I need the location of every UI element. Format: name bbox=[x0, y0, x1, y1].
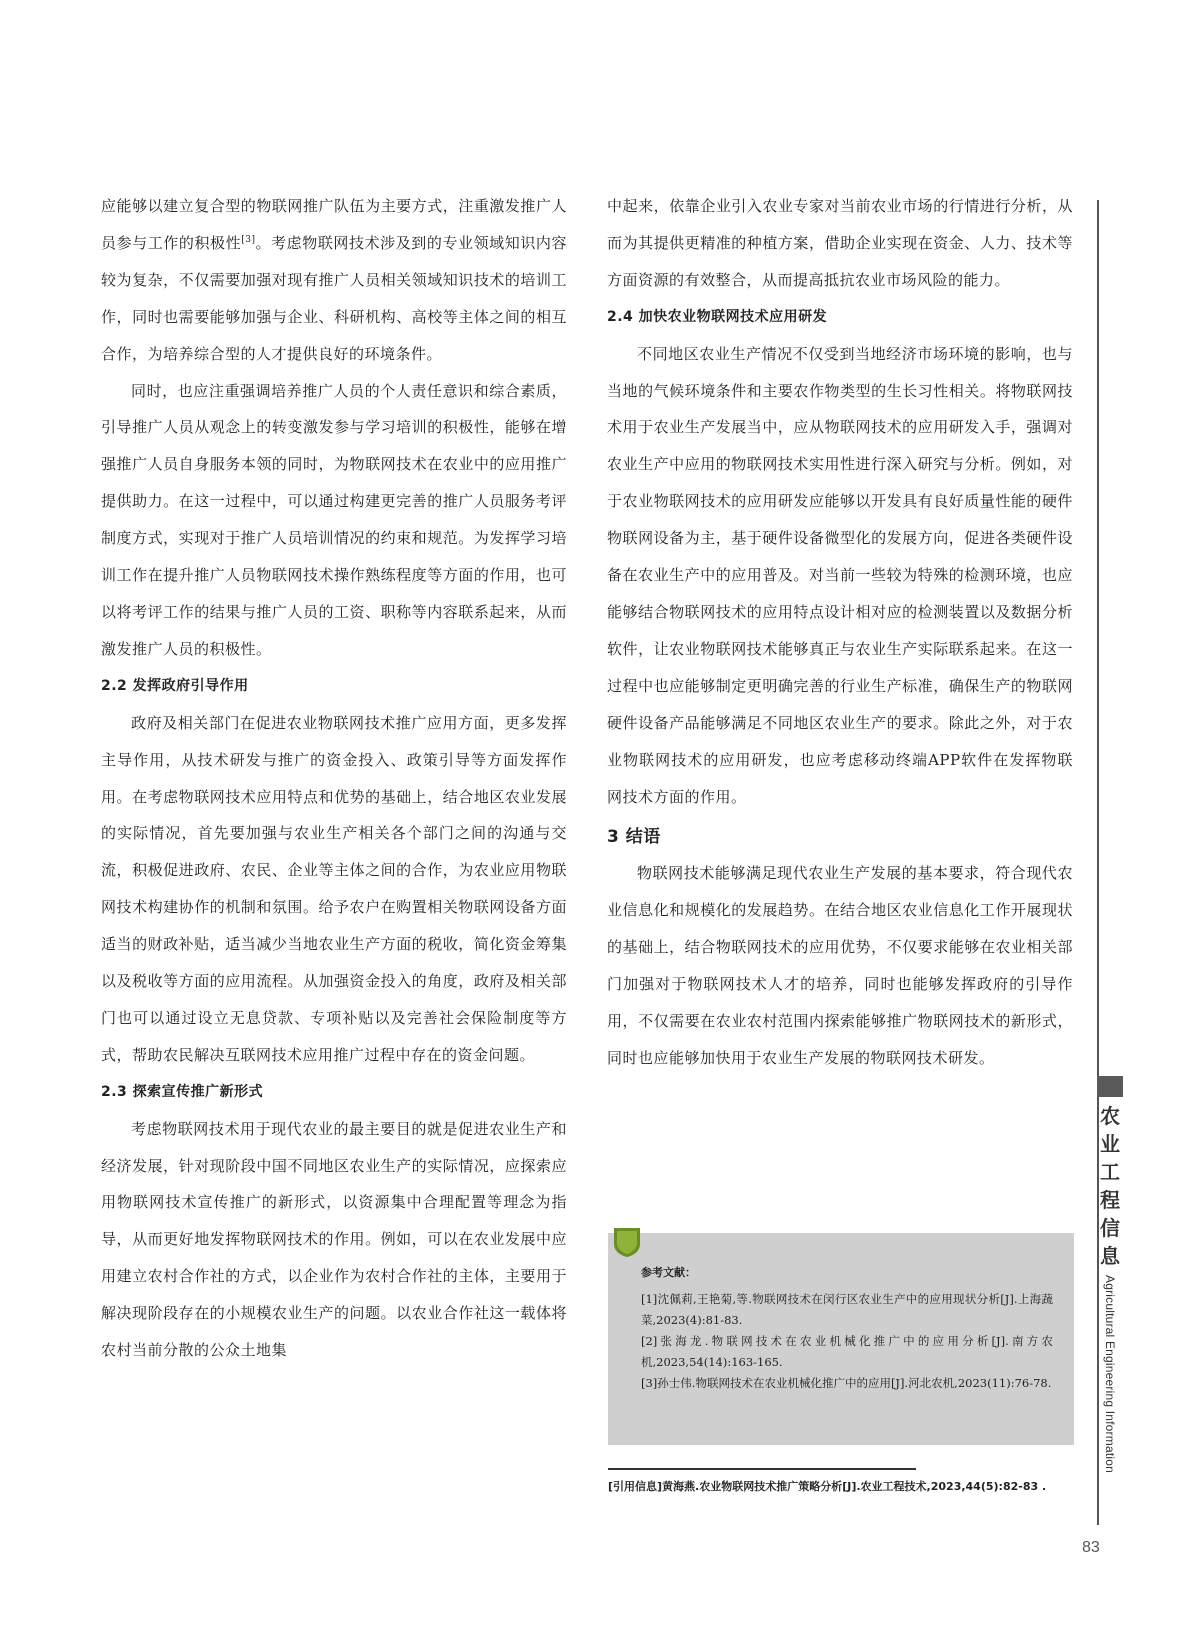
page-number: 83 bbox=[1082, 1539, 1100, 1556]
section-heading-2-3: 2.3 探索宣传推广新形式 bbox=[101, 1083, 264, 1100]
right-para-1: 中起来，依靠企业引入农业专家对当前农业市场的行情进行分析，从而为其提供更精准的种植方案，借助企业实现在资金、人力、技术等方面资源的有效整合，从而提高抵抗农业市场风险的能力。 bbox=[607, 197, 1073, 289]
citation-divider bbox=[608, 1468, 916, 1470]
right-para-3: 物联网技术能够满足现代农业生产发展的基本要求，符合现代农业信息化和规模化的发展趋势。在结合地区农业信息化工作开展现状的基础上，结合物联网技术的应用优势，不仅要求能够在农业相关部门加强对于物联网技术人才的培养，同时也能够发挥政府的引导作用，不仅需要在农业农村范围内探索能够推广物联网技术的新形式，同时也应能够加快用于农业生产发展的物联网技术研发。 bbox=[607, 864, 1073, 1067]
citation-superscript: [3] bbox=[241, 234, 256, 245]
left-para-1: 应能够以建立复合型的物联网推广队伍为主要方式，注重激发推广人员参与工作的积极性[3]。考虑物联网技术涉及到的专业领域知识内容较为复杂，不仅需要加强对现有推广人员相关领域知识技术的培训工作，同时也需要能够加强与企业、科研机构、高校等主体之间的相互合作，为培养综合型的人才提供良好的环境条件。 bbox=[101, 197, 567, 363]
citation-info: [引用信息]黄海燕.农业物联网技术推广策略分析[J].农业工程技术,2023,44(5):82-83 . bbox=[608, 1480, 1047, 1493]
right-column bbox=[607, 188, 1073, 1077]
sidebar-block bbox=[1097, 1076, 1123, 1097]
section-heading-2-2: 2.2 发挥政府引导作用 bbox=[101, 677, 249, 694]
reference-item: [2]张海龙.物联网技术在农业机械化推广中的应用分析[J].南方农机,2023,54(14):163-165. bbox=[641, 1334, 1053, 1369]
left-para-4: 考虑物联网技术用于现代农业的最主要目的就是促进农业生产和经济发展，针对现阶段中国不同地区农业生产的实际情况，应探索应用物联网技术宣传推广的新形式，以资源集中合理配置等理念为指导，从而更好地发挥物联网技术的作用。例如，可以在农业发展中应用建立农村合作社的方式，以企业作为农村合作社的主体，主要用于解决现阶段存在的小规模农业生产的问题。以农业合作社这一载体将农村当前分散的公众土地集 bbox=[101, 1119, 567, 1360]
reference-item: [3]孙士伟.物联网技术在农业机械化推广中的应用[J].河北农机,2023(11):76-78. bbox=[641, 1376, 1052, 1390]
reference-item: [1]沈佩莉,王艳菊,等.物联网技术在闵行区农业生产中的应用现状分析[J].上海蔬菜,2023(4):81-83. bbox=[641, 1292, 1053, 1327]
section-heading-3: 3 结语 bbox=[607, 827, 661, 848]
references-title: 参考文献： bbox=[641, 1266, 696, 1279]
journal-title-en: Agricultural Engineering Information bbox=[1103, 1275, 1117, 1473]
left-column bbox=[101, 188, 567, 1369]
left-para-3: 政府及相关部门在促进农业物联网技术推广应用方面，更多发挥主导作用，从技术研发与推广的资金投入、政策引导等方面发挥作用。在考虑物联网技术应用特点和优势的基础上，结合地区农业发展的实际情况，首先要加强与农业生产相关各个部门之间的沟通与交流，积极促进政府、农民、企业等主体之间的合作，为农业应用物联网技术构建协作的机制和氛围。给予农户在购置相关物联网设备方面适当的财政补贴，适当减少当地农业生产方面的税收，简化资金筹集以及税收等方面的应用流程。从加强资金投入的角度，政府及相关部门也可以通过设立无息贷款、专项补贴以及完善社会保险制度等方式，帮助农民解决互联网技术应用推广过程中存在的资金问题。 bbox=[101, 713, 567, 1064]
references-list bbox=[641, 1262, 1053, 1394]
shield-icon bbox=[612, 1226, 642, 1258]
journal-title-cn: 农业工程信息 bbox=[1100, 1104, 1120, 1268]
left-para-2: 同时，也应注重强调培养推广人员的个人责任意识和综合素质，引导推广人员从观念上的转变激发参与学习培训的积极性，能够在增强推广人员自身服务本领的同时，为物联网技术在农业中的应用推广提供助力。在这一过程中，可以通过构建更完善的推广人员服务考评制度方式，实现对于推广人员培训情况的约束和规范。为发挥学习培训工作在提升推广人员物联网技术操作熟练程度等方面的作用，也可以将考评工作的结果与推广人员的工资、职称等内容联系起来，从而激发推广人员的积极性。 bbox=[101, 381, 567, 658]
right-para-2: 不同地区农业生产情况不仅受到当地经济市场环境的影响，也与当地的气候环境条件和主要农作物类型的生长习性相关。将物联网技术用于农业生产发展当中，应从物联网技术的应用研发入手，强调对农业生产中应用的物联网技术实用性进行深入研究与分析。例如，对于农业物联网技术的应用研发应能够以开发具有良好质量性能的硬件物联网设备为主，基于硬件设备微型化的发展方向，促进各类硬件设备在农业生产中的应用普及。对当前一些较为特殊的检测环境，也应能够结合物联网技术的应用特点设计相对应的检测装置以及数据分析软件，让农业物联网技术能够真正与农业生产实际联系起来。在这一过程中也应能够制定更明确完善的行业生产标准，确保生产的物联网硬件设备产品能够满足不同地区农业生产的要求。除此之外，对于农业物联网技术的应用研发，也应考虑移动终端APP软件在发挥物联网技术方面的作用。 bbox=[607, 344, 1073, 806]
section-heading-2-4: 2.4 加快农业物联网技术应用研发 bbox=[607, 308, 828, 325]
sidebar-rule bbox=[1097, 200, 1099, 1525]
